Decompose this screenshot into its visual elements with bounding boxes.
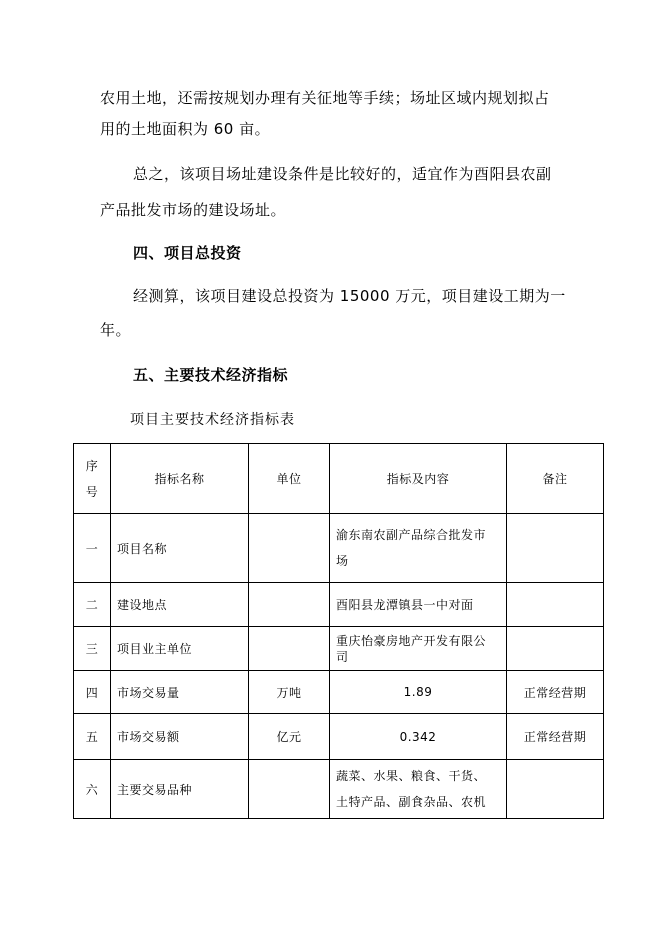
- header-name: 指标名称: [111, 444, 249, 514]
- header-remark: 备注: [507, 444, 604, 514]
- cell-name: 主要交易品种: [111, 760, 249, 819]
- paragraph-3-line-2: 年。: [100, 321, 132, 339]
- section-heading-investment: 四、项目总投资: [133, 244, 242, 262]
- table-header-row: [74, 444, 604, 514]
- header-content: 指标及内容: [330, 444, 507, 514]
- paragraph-2-line-2: 产品批发市场的建设场址。: [100, 201, 287, 219]
- table-row: [74, 627, 604, 671]
- header-seq: [74, 444, 111, 514]
- table-row: [74, 514, 604, 583]
- cell-remark: [507, 627, 604, 671]
- indicators-table: [73, 443, 604, 819]
- section-heading-indicators: 五、主要技术经济指标: [133, 366, 289, 384]
- cell-content-line-2: 场: [336, 554, 349, 568]
- paragraph-2-line-1: 总之，该项目场址建设条件是比较好的，适宜作为酉阳县农副: [133, 165, 552, 183]
- cell-remark: 正常经营期: [507, 671, 604, 714]
- paragraph-3-line-1: 经测算，该项目建设总投资为 15000 万元，项目建设工期为一: [133, 287, 566, 305]
- cell-name: 建设地点: [111, 583, 249, 627]
- cell-unit: [249, 583, 330, 627]
- cell-name: 市场交易量: [111, 671, 249, 714]
- cell-content: 0.342: [330, 714, 507, 760]
- cell-unit: [249, 627, 330, 671]
- cell-seq: 二: [74, 583, 111, 627]
- cell-content: 酉阳县龙潭镇县一中对面: [330, 583, 507, 627]
- cell-unit: 亿元: [249, 714, 330, 760]
- cell-unit: [249, 760, 330, 819]
- cell-name: 项目名称: [111, 514, 249, 583]
- cell-content: [330, 760, 507, 819]
- header-seq-line-2: 号: [85, 484, 99, 499]
- cell-name: 市场交易额: [111, 714, 249, 760]
- cell-remark: [507, 760, 604, 819]
- table-row: [74, 583, 604, 627]
- cell-remark: [507, 583, 604, 627]
- cell-content: [330, 514, 507, 583]
- cell-remark: [507, 514, 604, 583]
- cell-seq: 四: [74, 671, 111, 714]
- header-seq-line-1: 序: [85, 458, 99, 473]
- paragraph-1-line-2: 用的土地面积为 60 亩。: [100, 120, 271, 138]
- cell-content: [330, 627, 507, 671]
- cell-seq: 五: [74, 714, 111, 760]
- cell-content-line-1: 重庆怡豪房地产开发有限公: [336, 633, 487, 648]
- table-caption: 项目主要技术经济指标表: [130, 412, 295, 428]
- cell-name: 项目业主单位: [111, 627, 249, 671]
- table-row: [74, 671, 604, 714]
- cell-seq: 一: [74, 514, 111, 583]
- cell-remark: 正常经营期: [507, 714, 604, 760]
- cell-seq: 三: [74, 627, 111, 671]
- cell-unit: 万吨: [249, 671, 330, 714]
- cell-seq: 六: [74, 760, 111, 819]
- cell-content-line-2: 土特产品、副食杂品、农机: [336, 795, 487, 809]
- cell-content-line-1: 渝东南农副产品综合批发市: [336, 528, 487, 542]
- header-unit: 单位: [249, 444, 330, 514]
- cell-content-line-1: 蔬菜、水果、粮食、干货、: [336, 769, 487, 783]
- table-row: [74, 714, 604, 760]
- table-row: [74, 760, 604, 819]
- paragraph-1-line-1: 农用土地，还需按规划办理有关征地等手续；场址区域内规划拟占: [100, 89, 550, 107]
- cell-unit: [249, 514, 330, 583]
- cell-content-line-2: 司: [336, 649, 349, 664]
- cell-content: 1.89: [330, 671, 507, 714]
